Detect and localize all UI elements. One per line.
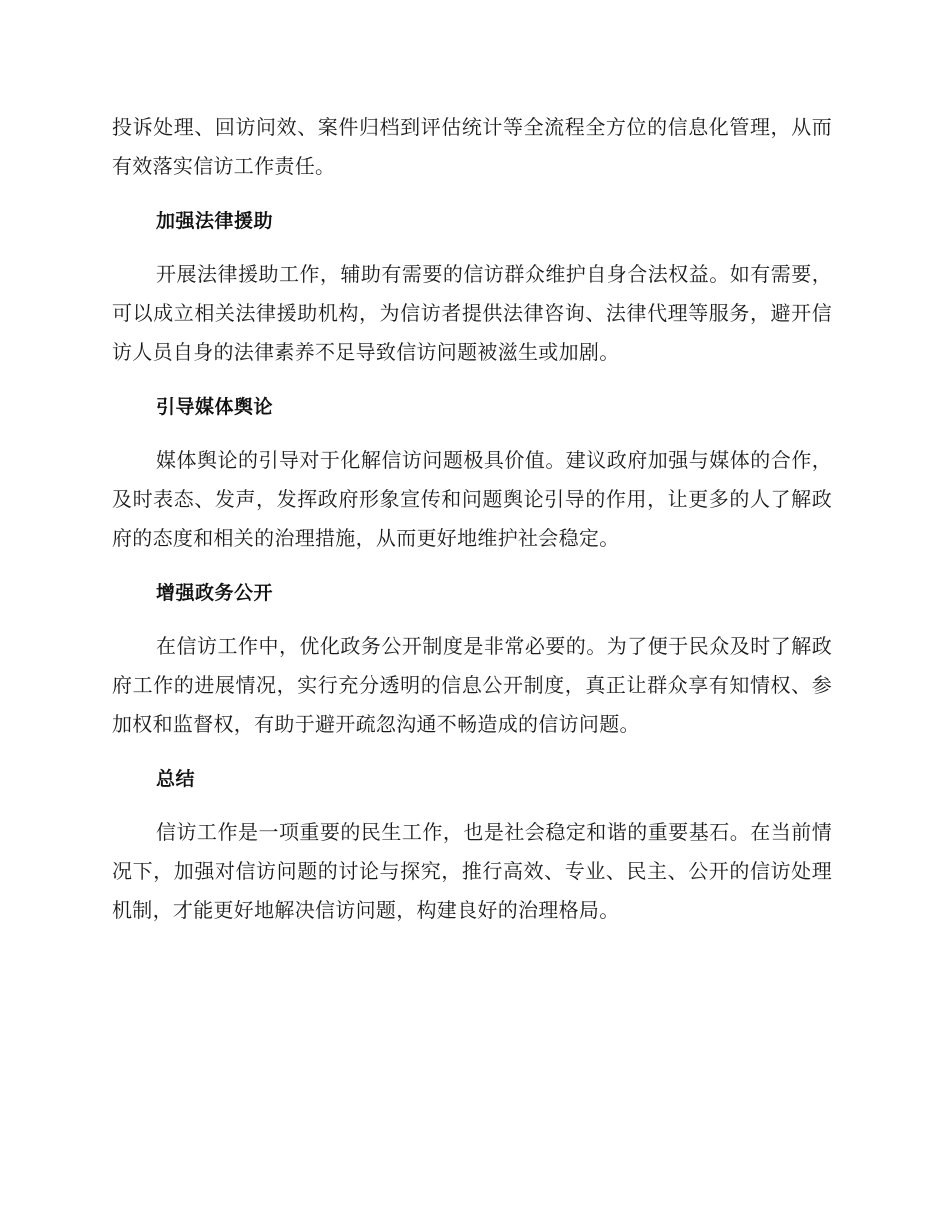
spacer (112, 372, 832, 388)
spacer (112, 241, 832, 255)
section-body-government-transparency: 在信访工作中，优化政务公开制度是非常必要的。为了便于民众及时了解政府工作的进展情况，实行充分透明的信息公开制度，真正让群众享有知情权、参加权和监督权，有助于避开疏忽沟通不畅造成的信访问题。 (112, 634, 832, 736)
spacer (112, 427, 832, 441)
spacer (112, 558, 832, 574)
section-body-summary: 信访工作是一项重要的民生工作，也是社会稳定和谐的重要基石。在当前情况下，加强对信访问题的讨论与探究，推行高效、专业、民主、公开的信访处理机制，才能更好地解决信访问题，构建良好的治理格局。 (112, 820, 832, 922)
document-body (112, 108, 832, 930)
section-heading-media-guidance: 引导媒体舆论 (156, 396, 274, 418)
section-heading-summary: 总结 (156, 768, 196, 790)
section-body-legal-aid: 开展法律援助工作，辅助有需要的信访群众维护自身合法权益。如有需要，可以成立相关法律援助机构，为信访者提供法律咨询、法律代理等服务，避开信访人员自身的法律素养不足导致信访问题被滋生或加剧。 (112, 262, 832, 364)
section-body-media-guidance: 媒体舆论的引导对于化解信访问题极具价值。建议政府加强与媒体的合作，及时表态、发声，发挥政府形象宣传和问题舆论引导的作用，让更多的人了解政府的态度和相关的治理措施，从而更好地维护社会稳定。 (112, 448, 832, 550)
intro-paragraph: 投诉处理、回访问效、案件归档到评估统计等全流程全方位的信息化管理，从而有效落实信访工作责任。 (112, 115, 832, 178)
section-heading-legal-aid: 加强法律援助 (156, 210, 274, 232)
spacer (112, 613, 832, 627)
spacer (112, 186, 832, 202)
section-heading-government-transparency: 增强政务公开 (156, 582, 274, 604)
spacer (112, 799, 832, 813)
spacer (112, 744, 832, 760)
